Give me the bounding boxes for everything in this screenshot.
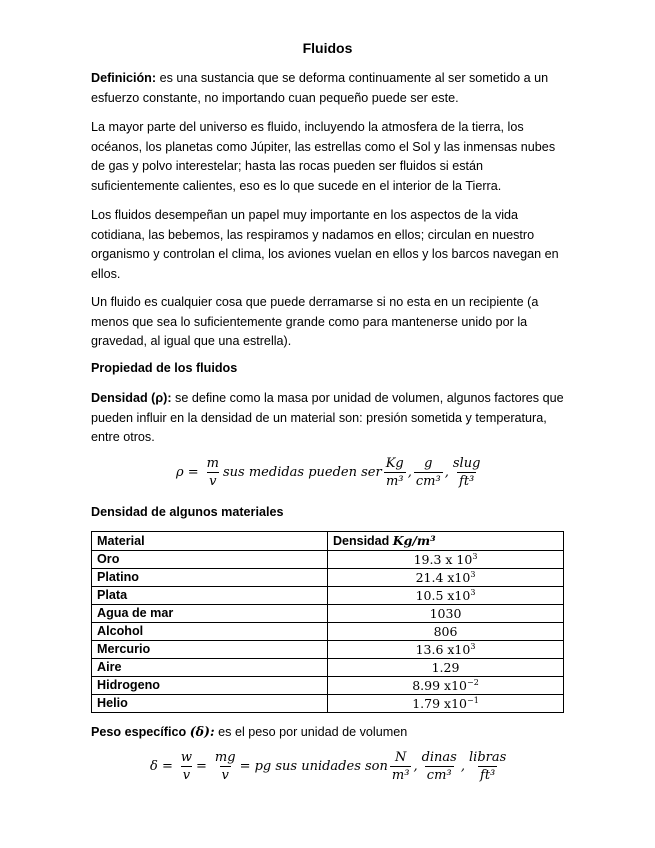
materials-heading: Densidad de algunos materiales xyxy=(91,505,284,519)
density-cell xyxy=(328,677,564,695)
density-exponent: 3 xyxy=(470,588,476,597)
eq-units-text: = pg sus unidades son xyxy=(239,759,388,774)
page-title: Fluidos xyxy=(302,40,353,56)
density-mantissa: 19.3 x 10 xyxy=(413,552,473,567)
table-row xyxy=(92,695,564,713)
density-cell xyxy=(328,641,564,659)
density-mantissa: 1.79 x10 xyxy=(412,696,467,711)
density-mantissa: 13.6 x10 xyxy=(415,642,471,657)
material-cell: Platino xyxy=(92,569,328,587)
density-mantissa: 1030 xyxy=(429,606,462,621)
unit-kg-m3: $\frac{Kg}{\text{m³}}$ xyxy=(385,456,404,489)
eq-rho-lhs: ρ = xyxy=(176,465,199,480)
density-exponent: −1 xyxy=(466,696,479,705)
specific-weight-label: Peso específico xyxy=(91,725,187,739)
table-row xyxy=(92,659,564,677)
specific-weight-paragraph xyxy=(91,722,571,743)
table-row xyxy=(92,605,564,623)
fraction-mg-over-v: $\frac{mg}{v}$ xyxy=(214,750,236,783)
density-exponent: −2 xyxy=(466,678,479,687)
table-row xyxy=(92,569,564,587)
eq-density-text: sus medidas pueden ser xyxy=(223,465,382,480)
table-header-row xyxy=(92,532,564,551)
material-cell: Hidrogeno xyxy=(92,677,328,695)
density-cell xyxy=(328,587,564,605)
table-row xyxy=(92,551,564,569)
unit-n-m3: $\frac{N}{\text{m³}}$ xyxy=(391,750,410,783)
table-row xyxy=(92,641,564,659)
role-paragraph: Los fluidos desempeñan un papel muy importante en los aspectos de la vida cotidiana, las bebemos, las respiramos y nadamos en ellos; circulan en nuestro organismo y controlan el clima, los aviones vuelan en ellos y los barcos navegan en ellos. xyxy=(91,208,559,281)
density-label: Densidad xyxy=(91,391,148,405)
unit-slug-ft3: $\frac{\text{slug}}{\text{ft³}}$ xyxy=(452,456,481,489)
unit-dinas-cm3: $\frac{\text{dinas}}{\text{cm³}}$ xyxy=(421,750,457,783)
fluid-definition-paragraph: Un fluido es cualquier cosa que puede derramarse si no esta en un recipiente (a menos que sea lo suficientemente grande como para mantenerse unido por la gravedad, al igual que una estrella). xyxy=(91,295,539,348)
col-material-header: Material xyxy=(92,532,328,551)
material-cell: Oro xyxy=(92,551,328,569)
density-exponent: 3 xyxy=(472,552,478,561)
density-exponent: 3 xyxy=(470,570,476,579)
density-cell xyxy=(328,695,564,713)
density-equation: ρ = $\frac{m}{v}$ sus medidas pueden ser $\frac{Kg}{\text{m³}}$ , $\frac{g}{\text{cm³}}$ , $\frac{\text{slug}}{\text{ft³}}$ xyxy=(176,456,481,489)
density-mantissa: 8.99 x10 xyxy=(412,678,467,693)
material-cell: Helio xyxy=(92,695,328,713)
density-cell xyxy=(328,659,564,677)
density-mantissa: 10.5 x10 xyxy=(415,588,471,603)
density-cell xyxy=(328,551,564,569)
universe-paragraph: La mayor parte del universo es fluido, incluyendo la atmosfera de la tierra, los océanos, los planetas como Júpiter, las estrellas como el Sol y las inmensas nubes de gas y polvo interestelar; hasta las rocas pueden ser fluidos si están suficientemente calientes, eso es lo que sucede en el interior de la Tierra. xyxy=(91,120,556,193)
table-row xyxy=(92,623,564,641)
density-mantissa: 806 xyxy=(433,624,458,639)
eq-delta-lhs: δ = xyxy=(150,759,173,774)
density-cell xyxy=(328,623,564,641)
density-text: se define como la masa por unidad de volumen, algunos factores que pueden influir en la densidad de un material son: presión sometida y temperatura, entre otros. xyxy=(91,391,564,444)
fraction-m-over-v: $\frac{m}{v}$ xyxy=(206,456,219,489)
material-cell: Mercurio xyxy=(92,641,328,659)
density-cell xyxy=(328,605,564,623)
material-cell: Plata xyxy=(92,587,328,605)
specific-weight-symbol: (δ): xyxy=(189,724,215,739)
definition-label: Definición: xyxy=(91,71,157,85)
properties-heading: Propiedad de los fluidos xyxy=(91,361,238,375)
table-row xyxy=(92,677,564,695)
density-mantissa: 1.29 xyxy=(431,660,460,675)
specific-weight-equation: δ = $\frac{w}{v}$ = $\frac{mg}{v}$ = pg sus unidades son $\frac{N}{\text{m³}}$ , $\frac{\text{dinas}}{\text{cm³}}$ , $\frac{\text{libras}}{\text{ft³}}$ xyxy=(150,750,507,783)
unit-libras-ft3: $\frac{\text{libras}}{\text{ft³}}$ xyxy=(469,750,507,783)
unit-g-cm3: $\frac{g}{\text{cm³}}$ xyxy=(415,456,441,489)
definition-text: es una sustancia que se deforma continuamente al ser sometido a un esfuerzo constante, no importando cuan pequeño puede ser este. xyxy=(91,71,549,105)
fraction-w-over-v: $\frac{w}{v}$ xyxy=(180,750,192,783)
specific-weight-text: es el peso por unidad de volumen xyxy=(214,725,408,739)
density-paragraph xyxy=(91,389,571,448)
density-table xyxy=(91,531,564,713)
density-cell xyxy=(328,569,564,587)
table-row xyxy=(92,587,564,605)
density-symbol: (ρ): xyxy=(147,391,172,405)
definition-paragraph xyxy=(91,69,571,108)
material-cell: Aire xyxy=(92,659,328,677)
density-mantissa: 21.4 x10 xyxy=(415,570,471,585)
col-density-header: Densidad Kg/m³ xyxy=(328,532,564,551)
density-exponent: 3 xyxy=(470,642,476,651)
material-cell: Alcohol xyxy=(92,623,328,641)
density-unit: Kg/m³ xyxy=(392,533,436,548)
material-cell: Agua de mar xyxy=(92,605,328,623)
